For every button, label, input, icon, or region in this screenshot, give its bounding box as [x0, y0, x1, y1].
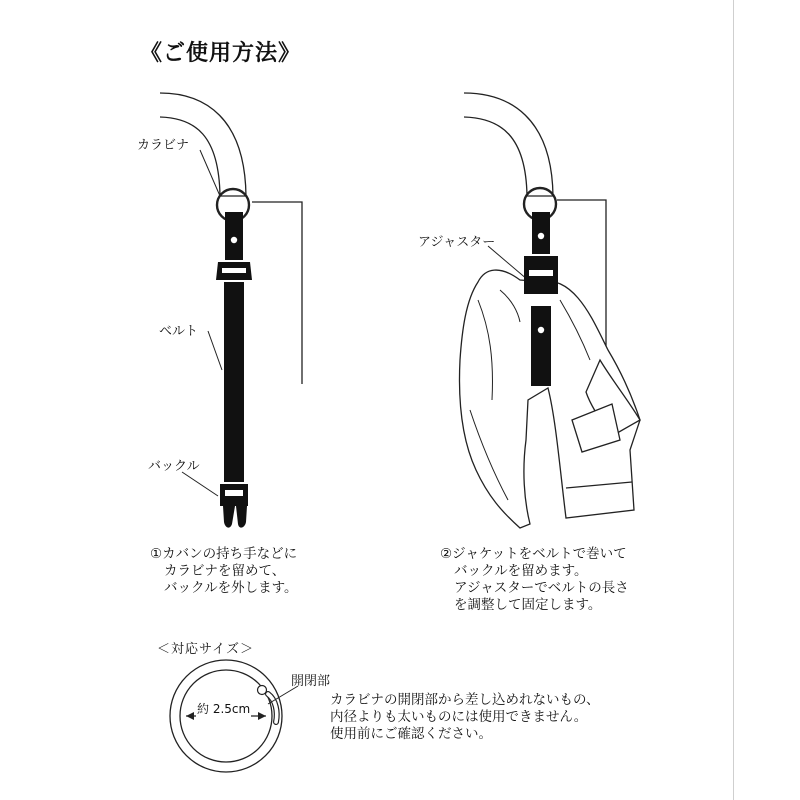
- belt-lower-strap-2: [531, 306, 551, 386]
- leader-buckle: [182, 472, 218, 496]
- label-diameter: 約 2.5cm: [197, 702, 251, 716]
- leader-belt: [208, 331, 222, 370]
- belt-assembly-1: [216, 212, 252, 528]
- size-heading: ＜対応サイズ＞: [157, 642, 254, 657]
- caption-2-line-1: ②ジャケットをベルトで巻いて: [440, 546, 627, 562]
- belt-strap-1: [224, 282, 244, 482]
- arrow-right: [258, 712, 266, 720]
- size-note-line-1: カラビナの開閉部から差し込めれないもの、: [330, 692, 600, 708]
- bag-handle-2: [464, 93, 553, 196]
- caption-2-line-2: バックルを留めます。: [454, 563, 588, 579]
- size-note-line-3: 使用前にご確認ください。: [330, 726, 492, 742]
- caption-1-line-2: カラビナを留めて、: [164, 563, 286, 579]
- bag-side-line-1: [252, 202, 302, 384]
- caption-step-2: [440, 546, 629, 614]
- caption-1-line-3: バックルを外します。: [164, 580, 298, 596]
- buckle-prong-left-1: [223, 506, 235, 528]
- label-opening: 開閉部: [291, 674, 331, 689]
- caption-2-line-3: アジャスターでベルトの長さ: [454, 580, 629, 596]
- size-note-line-2: 内径よりも太いものには使用できません。: [330, 709, 588, 725]
- caption-2-line-4: を調整して固定します。: [454, 597, 602, 613]
- label-carabiner: カラビナ: [137, 138, 190, 153]
- page-title: 《ご使用方法》: [140, 41, 302, 66]
- buckle-prong-right-1: [236, 506, 247, 528]
- belt-rivet-2a: [538, 233, 544, 239]
- label-belt: ベルト: [159, 324, 199, 339]
- arrow-left: [186, 712, 194, 720]
- label-adjuster: アジャスター: [418, 235, 496, 250]
- gate-pin: [258, 686, 267, 695]
- label-buckle: バックル: [148, 459, 200, 474]
- caption-step-1: [150, 546, 298, 597]
- size-note: [330, 692, 599, 743]
- belt-rivet-2b: [538, 327, 544, 333]
- caption-1-line-1: ①カバンの持ち手などに: [150, 546, 298, 562]
- belt-upper-strap-1: [225, 212, 243, 260]
- belt-rivet-1: [231, 237, 237, 243]
